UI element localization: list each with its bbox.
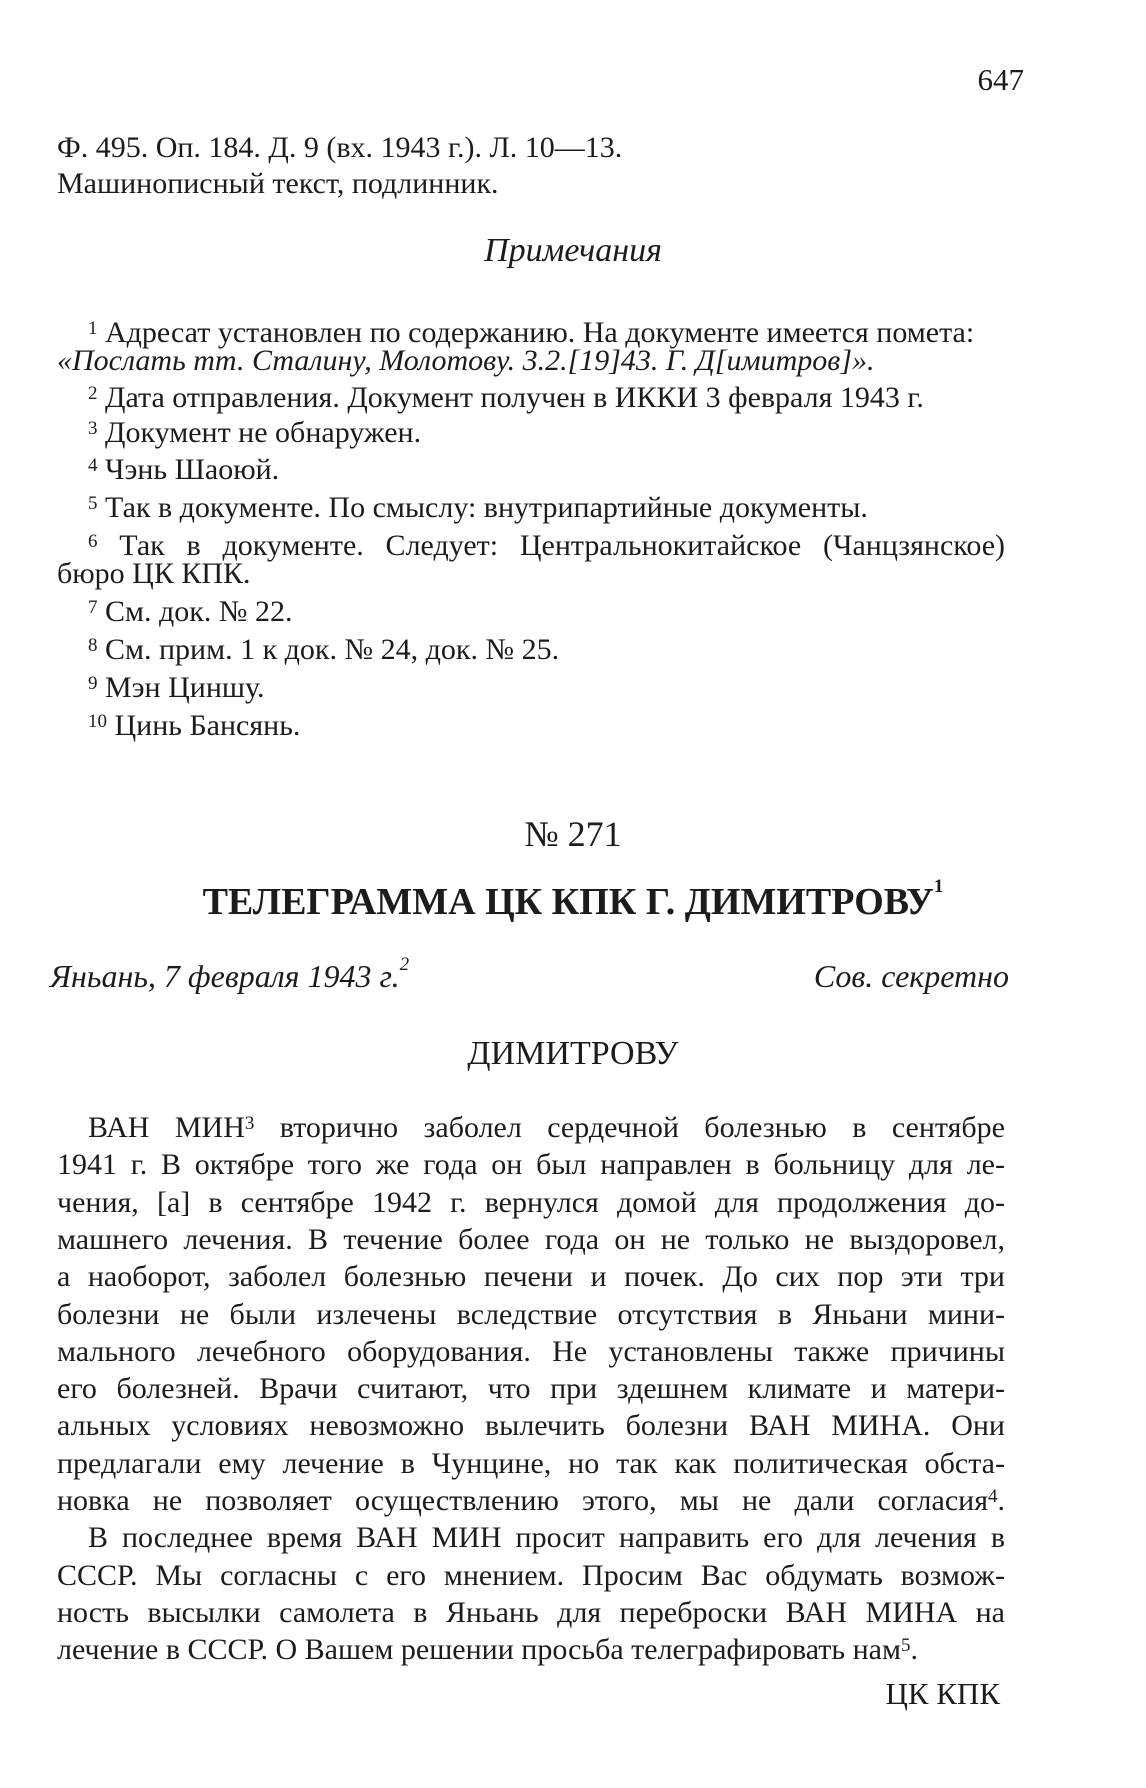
body-line: СССР. Мы согласны с его мнением. Просим Вас обдумать возмож- — [57, 1558, 1005, 1592]
body-line: предлагали ему лечение в Чунцине, но так как политическая обста- — [57, 1446, 1005, 1480]
note-number: 4 — [88, 455, 98, 476]
note-item: $^6$ Так в документе. Следует: Центральнокитайское (Чанцзянское) — [88, 529, 1005, 562]
note-item: $^5$ Так в документе. По смыслу: внутрипартийные документы. — [88, 491, 868, 524]
place-date-note-ref: 2 — [399, 954, 410, 975]
note-number: 5 — [88, 493, 98, 514]
body-line: болезни не были излечены вследствие отсутствия в Яньани мини- — [57, 1297, 1005, 1331]
note-number: 10 — [88, 711, 107, 732]
place-date-text: Яньань, 7 февраля 1943 г. — [50, 958, 400, 994]
notes-heading: Примечания — [484, 232, 662, 269]
note-item: $^4$ Чэнь Шаоюй. — [88, 453, 280, 486]
body-line: ность высылки самолета в Яньань для переброски ВАН МИНА на — [57, 1595, 1005, 1629]
body-line: чения, [а] в сентябре 1942 г. вернулся домой для продолжения до- — [57, 1185, 1005, 1219]
note-number: 6 — [88, 531, 98, 552]
note-number: 9 — [88, 673, 98, 694]
body-line: лечение в СССР. О Вашем решении просьба телеграфировать нам$^5$. — [57, 1633, 918, 1667]
body-line: мального лечебного оборудования. Не установлены также причины — [57, 1334, 1005, 1368]
note-item: бюро ЦК КПК. — [57, 557, 251, 590]
note-number: 1 — [88, 318, 98, 339]
document-title — [0, 876, 1146, 924]
footnote-ref: 3 — [244, 1113, 255, 1134]
body-line: В последнее время ВАН МИН просит направить его для лечения в — [88, 1521, 1005, 1555]
note-item: $^8$ См. прим. 1 к док. № 24, док. № 25. — [88, 633, 560, 666]
note-number: 2 — [88, 383, 98, 404]
body-line: новка не позволяет осуществлению этого, мы не дали согласия$^4$. — [57, 1484, 1005, 1517]
document-title-text: ТЕЛЕГРАММА ЦК КПК Г. ДИМИТРОВУ — [202, 881, 934, 923]
footnote-ref: 4 — [988, 1486, 998, 1507]
note-item: $^9$ Мэн Циншу. — [88, 671, 265, 704]
note-annotation: «Послать тт. Сталину, Молотову. 3.2.[19]43. Г. Д[имитров]». — [57, 344, 875, 377]
body-line: машнего лечения. В течение более года он не только не выздоровел, — [57, 1222, 1005, 1256]
body-line: а наоборот, заболел болезнью печени и почек. До сих пор эти три — [57, 1260, 1005, 1294]
archive-reference: Ф. 495. Оп. 184. Д. 9 (вх. 1943 г.). Л. 10—13. — [57, 131, 623, 164]
body-line: 1941 г. В октябре того же года он был направлен в больницу для ле- — [57, 1148, 1005, 1182]
page-number: 647 — [977, 62, 1024, 97]
note-number: 3 — [88, 418, 98, 439]
body-line: ВАН МИН$^3$ вторично заболел сердечной болезнью в сентябре — [88, 1111, 1005, 1144]
classification: Сов. секретно — [813, 958, 1009, 994]
note-item: $^{10}$ Цинь Бансянь. — [88, 709, 301, 742]
document-number: № 271 — [524, 814, 622, 854]
note-item: $^7$ См. док. № 22. — [88, 595, 293, 628]
body-line: альных условиях невозможно вылечить болезни ВАН МИНА. Они — [57, 1409, 1005, 1443]
note-item: $^3$ Документ не обнаружен. — [88, 416, 422, 449]
signature: ЦК КПК — [885, 1676, 1000, 1711]
note-item: $^2$ Дата отправления. Документ получен в ИККИ 3 февраля 1943 г. — [88, 381, 924, 414]
addressee: ДИМИТРОВУ — [467, 1035, 679, 1072]
body-line: его болезней. Врачи считают, что при здешнем климате и матери- — [57, 1372, 1005, 1406]
note-number: 8 — [88, 635, 98, 656]
footnote-ref: 5 — [900, 1635, 911, 1657]
note-item: $^1$ Адресат установлен по содержанию. На документе имеется помета: — [88, 316, 975, 349]
source-type: Машинописный текст, подлинник. — [57, 167, 499, 200]
title-note-ref: 1 — [933, 876, 944, 897]
note-number: 7 — [88, 597, 98, 618]
place-date — [50, 954, 410, 995]
